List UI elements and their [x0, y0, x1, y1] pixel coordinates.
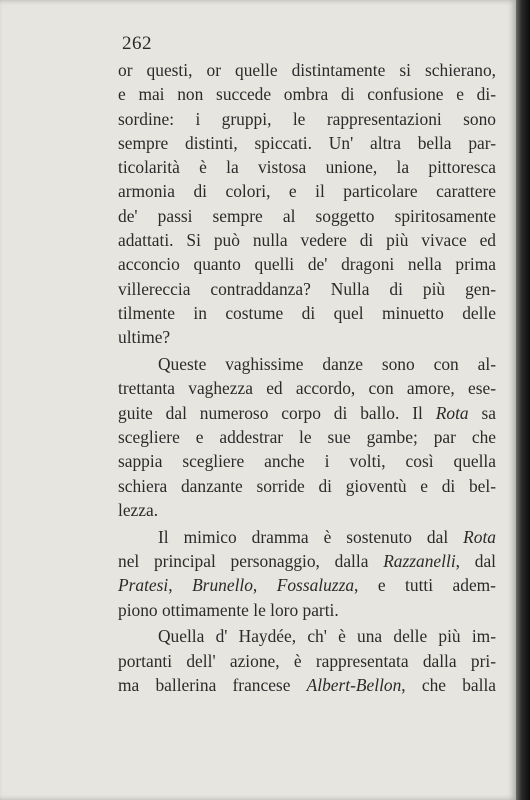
- body-text: [118, 58, 496, 697]
- text-line: Quella d' Haydée, ch' è una delle più im-: [158, 626, 496, 647]
- text-line: tilmente in costume di quel minuetto delle: [118, 302, 496, 323]
- text-line: sappia scegliere anche i volti, così quella: [118, 451, 496, 472]
- text-line: ultime?: [118, 327, 171, 348]
- proper-name: Fossaluzza: [276, 575, 355, 596]
- text-line: e mai non succede ombra di confusione e di-: [118, 84, 496, 105]
- text-line: adattati. Si può nulla vedere di più vivace ed: [118, 230, 496, 251]
- text-line: Il mimico dramma è sostenuto dal Rota: [158, 526, 496, 547]
- text-line: trettanta vaghezza ed accordo, con amore, ese-: [118, 378, 496, 399]
- text-line: nel principal personaggio, dalla Razzanelli, dal: [118, 550, 496, 571]
- page-number: 262: [122, 33, 152, 54]
- text-line: de' passi sempre al soggetto spiritosamente: [118, 205, 496, 226]
- text-line: Queste vaghissime danze sono con al-: [158, 354, 496, 375]
- paragraph: [118, 352, 496, 522]
- text-line: Pratesi, Brunello, Fossaluzza, e tutti adem-: [118, 575, 496, 596]
- proper-name: Razzanelli: [383, 550, 456, 571]
- proper-name: Rota: [463, 526, 496, 547]
- text-line: armonia di colori, e il particolare carattere: [118, 181, 496, 202]
- paragraph: [118, 525, 496, 622]
- text-line: piono ottimamente le loro parti.: [118, 599, 339, 620]
- proper-name: Albert-Bellon: [306, 674, 402, 695]
- book-spine-edge: [516, 0, 530, 800]
- text-line: guite dal numeroso corpo di ballo. Il Rota sa: [118, 402, 496, 423]
- proper-name: Rota: [435, 402, 469, 423]
- text-line: villereccia contraddanza? Nulla di più gen-: [118, 278, 496, 299]
- paragraph: [118, 58, 496, 350]
- paragraph: [118, 624, 496, 697]
- text-line: lezza.: [118, 499, 159, 520]
- text-line: schiera danzante sorride di gioventù e di bel-: [118, 475, 496, 496]
- text-line: portanti dell' azione, è rappresentata dalla pri-: [118, 650, 496, 671]
- text-line: sempre distinti, spiccati. Un' altra bella par-: [118, 132, 496, 153]
- text-line: or questi, or quelle distintamente si schierano,: [118, 60, 496, 80]
- proper-name: Pratesi: [118, 575, 169, 596]
- text-line: scegliere e addestrar le sue gambe; par che: [118, 426, 496, 447]
- text-line: sordine: i gruppi, le rappresentazioni sono: [118, 108, 496, 129]
- text-line: acconcio quanto quelli de' dragoni nella prima: [118, 254, 496, 275]
- text-line: ticolarità è la vistosa unione, la pittoresca: [118, 157, 496, 178]
- proper-name: Brunello: [192, 575, 253, 596]
- text-line: ma ballerina francese Albert-Bellon, che balla: [118, 674, 496, 695]
